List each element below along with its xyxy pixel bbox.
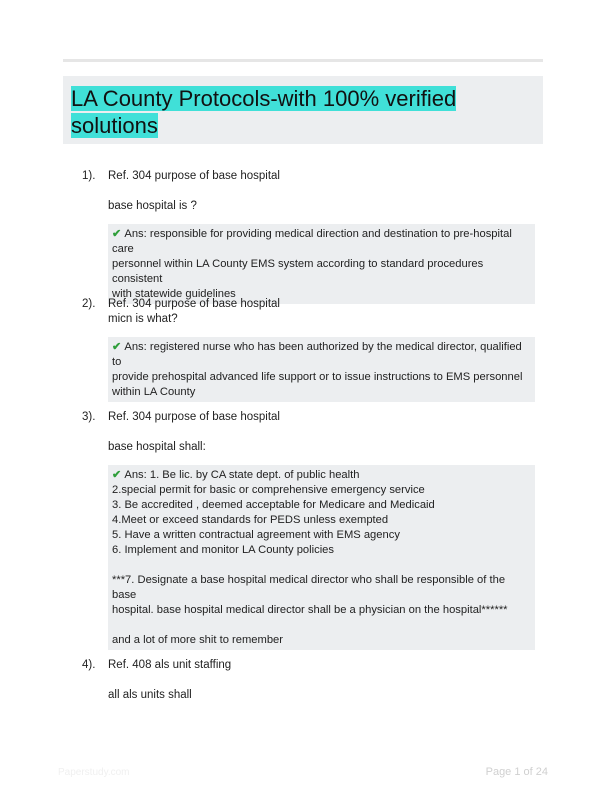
question-text: base hospital shall: [108,441,206,453]
question-reference: Ref. 304 purpose of base hospital [108,170,280,182]
answer-box [108,337,535,402]
answer-line: ✔ Ans: registered nurse who has been authorized by the medical director, qualified to [112,341,525,368]
answer-line: personnel within LA County EMS system according to standard procedures consistent [112,258,487,285]
question-reference: Ref. 408 als unit staffing [108,659,232,671]
document-title [71,85,471,139]
answer-line: within LA County [112,386,196,398]
top-divider [63,59,543,62]
answer-line: 3. Be accredited , deemed acceptable for Medicare and Medicaid [112,499,435,511]
question-number: 2). [82,298,96,310]
footer-watermark: Paperstudy.com [58,767,130,778]
question-text: base hospital is ? [108,200,197,212]
answer-line: 6. Implement and monitor LA County policies [112,544,335,556]
question-number: 3). [82,411,96,423]
question-number: 1). [82,170,96,182]
title-highlight: LA County Protocols-with 100% verified solutions [71,86,457,138]
answer-line: 2.special permit for basic or comprehensive emergency service [112,484,425,496]
question-reference: Ref. 304 purpose of base hospital [108,298,280,310]
check-icon: ✔ [112,341,122,353]
answer-spacer [112,618,531,633]
answer-spacer [112,558,531,573]
answer-line: and a lot of more shit to remember [112,634,283,646]
answer-box [108,224,535,304]
page-indicator: Page 1 of 24 [485,766,548,778]
answer-line: 4.Meet or exceed standards for PEDS unless exempted [112,514,389,526]
answer-line: with statewide guidelines [112,288,236,300]
question-text: micn is what? [108,313,178,325]
answer-line: ✔ Ans: responsible for providing medical direction and destination to pre-hospital care [112,228,515,255]
answer-line: ✔ Ans: 1. Be lic. by CA state dept. of public health [112,469,360,481]
answer-line: ***7. Designate a base hospital medical director who shall be responsible of the base [112,574,509,601]
answer-box [108,465,535,650]
check-icon: ✔ [112,228,122,240]
answer-line: provide prehospital advanced life support or to issue instructions to EMS personnel [112,371,523,383]
answer-line: hospital. base hospital medical director shall be a physician on the hospital****** [112,604,508,616]
answer-line: 5. Have a written contractual agreement with EMS agency [112,529,400,541]
question-reference: Ref. 304 purpose of base hospital [108,411,280,423]
check-icon: ✔ [112,469,122,481]
question-text: all als units shall [108,689,192,701]
question-number: 4). [82,659,96,671]
